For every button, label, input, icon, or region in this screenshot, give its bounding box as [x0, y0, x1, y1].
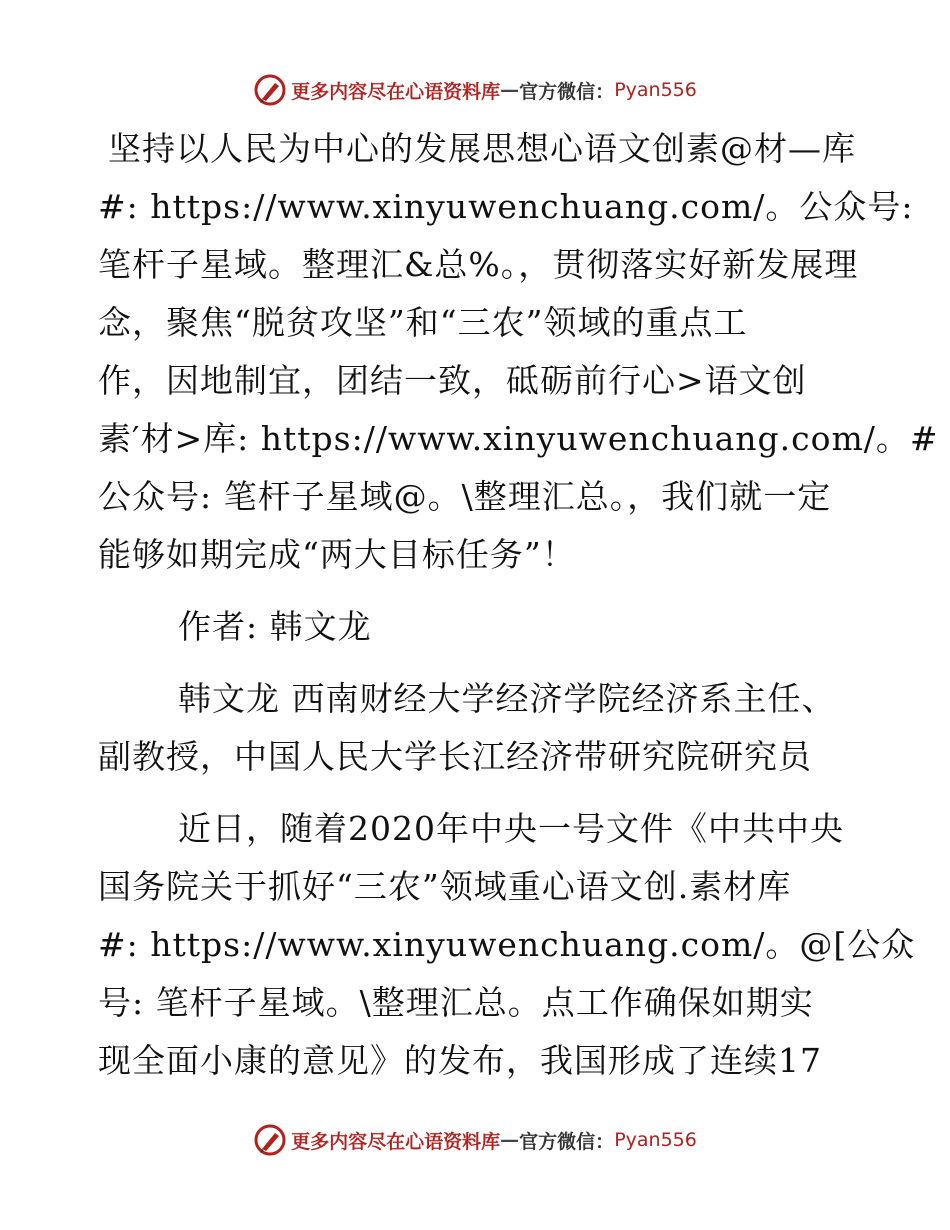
banner-contact-value: Pyan556: [614, 1129, 697, 1151]
pen-logo-icon: [253, 73, 287, 107]
text-line: 坚持以人民为中心的发展思想心语文创素@材—库: [108, 129, 856, 168]
text-line: 韩文龙 西南财经大学经济学院经济系主任、: [178, 679, 836, 718]
pen-logo-icon: [253, 1123, 287, 1157]
banner-contact-value: Pyan556: [614, 79, 697, 101]
paragraph-2: [98, 800, 916, 1090]
text-line: 现全面小康的意见》的发布，我国形成了连续17: [98, 1041, 822, 1080]
text-line: 念，聚焦“脱贫攻坚”和“三农”领域的重点工: [98, 303, 748, 342]
text-line: 作，因地制宜，团结一致，砥砺前行心>语文创: [98, 361, 807, 400]
text-line: 副教授，中国人民大学长江经济带研究院研究员: [98, 737, 812, 776]
document-body: [98, 120, 939, 1090]
text-line: #: https://www.xinyuwenchuang.com/。公众号:: [98, 187, 914, 226]
text-line: 能够如期完成“两大目标任务”！: [98, 535, 576, 574]
text-line: 公众号: 笔杆子星域@。\整理汇总。，我们就一定: [98, 477, 832, 516]
text-line: 近日，随着2020年中央一号文件《中共中央: [178, 809, 844, 848]
text-line: #: https://www.xinyuwenchuang.com/。@[公众: [98, 925, 916, 964]
banner-title: 更多内容尽在心语资料库: [291, 80, 501, 103]
paragraph-1: [98, 120, 939, 584]
text-line: 笔杆子星域。整理汇&总%。，贯彻落实好新发展理: [98, 245, 859, 284]
banner-contact-label: 官方微信：: [519, 80, 615, 103]
banner-contact-label: 官方微信：: [519, 1130, 615, 1153]
text-line: 号: 笔杆子星域。\整理汇总。点工作确保如期实: [98, 983, 814, 1022]
author-line: 作者: 韩文龙: [178, 607, 372, 646]
author-bio: [98, 670, 858, 786]
banner-separator: —: [500, 1129, 520, 1151]
banner-title: 更多内容尽在心语资料库: [291, 1130, 501, 1153]
text-line: 国务院关于抓好“三农”领域重心语文创.素材库: [98, 867, 792, 906]
footer-banner: [0, 1120, 950, 1160]
banner-separator: —: [500, 79, 520, 101]
header-banner: [0, 70, 950, 110]
text-line: 素′材>库: https://www.xinyuwenchuang.com/。#: [98, 419, 939, 458]
